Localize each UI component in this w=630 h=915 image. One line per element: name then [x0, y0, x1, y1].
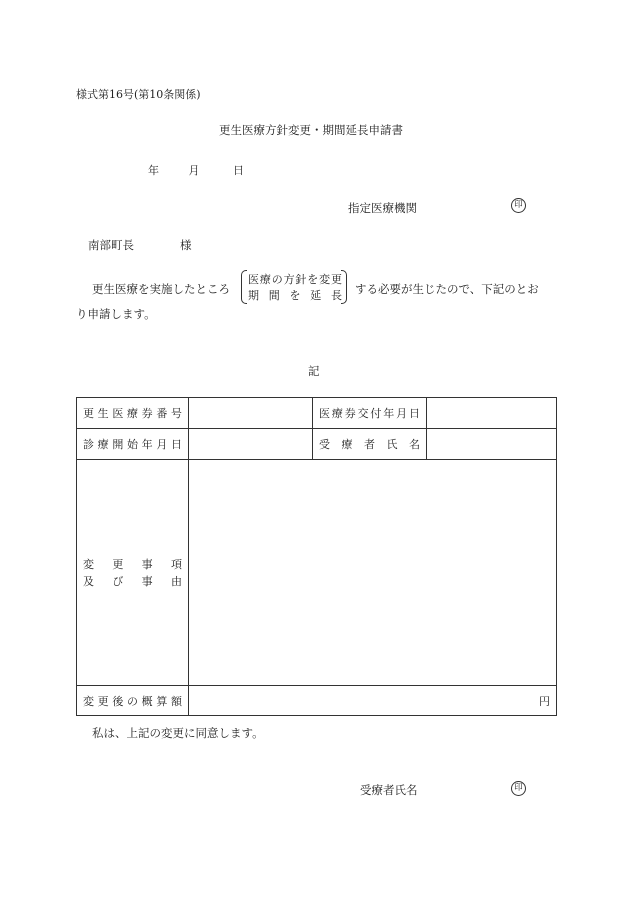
right-brace	[341, 270, 347, 304]
addressee-name: 南部町長	[88, 238, 134, 252]
table-row	[77, 686, 557, 716]
ki-heading: 記	[308, 364, 320, 378]
certificate-number-label: 更生医療券番号	[83, 407, 182, 420]
date-line	[148, 162, 244, 178]
left-brace	[241, 270, 247, 304]
document-title: 更生医療方針変更・期間延長申請書	[219, 123, 403, 137]
seal-icon: 印	[511, 781, 526, 796]
date-day: 日	[233, 164, 244, 177]
addressee	[88, 237, 192, 253]
estimated-cost-label-cell	[77, 686, 189, 716]
estimated-cost-label: 変更後の概算額	[83, 694, 182, 708]
reasons-label-line2: 及び事由	[83, 574, 182, 588]
start-date-field[interactable]	[189, 429, 313, 460]
form-number: 様式第16号(第10条関係)	[76, 88, 201, 101]
date-year: 年	[148, 164, 159, 177]
reasons-label-line1: 変更事項	[83, 557, 182, 571]
date-month: 月	[188, 164, 200, 177]
patient-name-field[interactable]	[427, 429, 557, 460]
table-row	[77, 398, 557, 429]
yen-unit: 円	[539, 694, 550, 708]
application-table	[76, 397, 557, 716]
start-date-label: 診療開始年月日	[83, 438, 182, 451]
issue-date-field[interactable]	[427, 398, 557, 429]
body-text-after: する必要が生じたので、下記のとお	[355, 282, 539, 296]
start-date-label-cell	[77, 429, 189, 460]
addressee-honorific: 様	[180, 238, 192, 252]
seal-icon: 印	[511, 198, 526, 213]
brace-option-extend-period: 期間を延長	[248, 289, 342, 302]
patient-name-label: 受療者氏名	[319, 438, 420, 451]
recipient-name-label: 受療者氏名	[360, 783, 418, 797]
issue-date-label-cell	[313, 398, 427, 429]
table-row	[77, 460, 557, 686]
certificate-number-label-cell	[77, 398, 189, 429]
table-row	[77, 429, 557, 460]
reasons-label-cell	[77, 460, 189, 686]
reasons-field[interactable]	[189, 460, 557, 686]
certificate-number-field[interactable]	[189, 398, 313, 429]
body-text-continuation: り申請します。	[76, 307, 156, 321]
brace-options	[241, 270, 347, 302]
consent-statement: 私は、上記の変更に同意します。	[92, 726, 264, 740]
body-text-before: 更生医療を実施したところ	[92, 282, 230, 296]
patient-name-label-cell	[313, 429, 427, 460]
institution-label: 指定医療機関	[348, 201, 417, 215]
brace-option-change-policy: 医療の方針を変更	[248, 273, 342, 286]
issue-date-label: 医療券交付年月日	[319, 407, 420, 420]
estimated-cost-field[interactable]	[189, 686, 557, 716]
